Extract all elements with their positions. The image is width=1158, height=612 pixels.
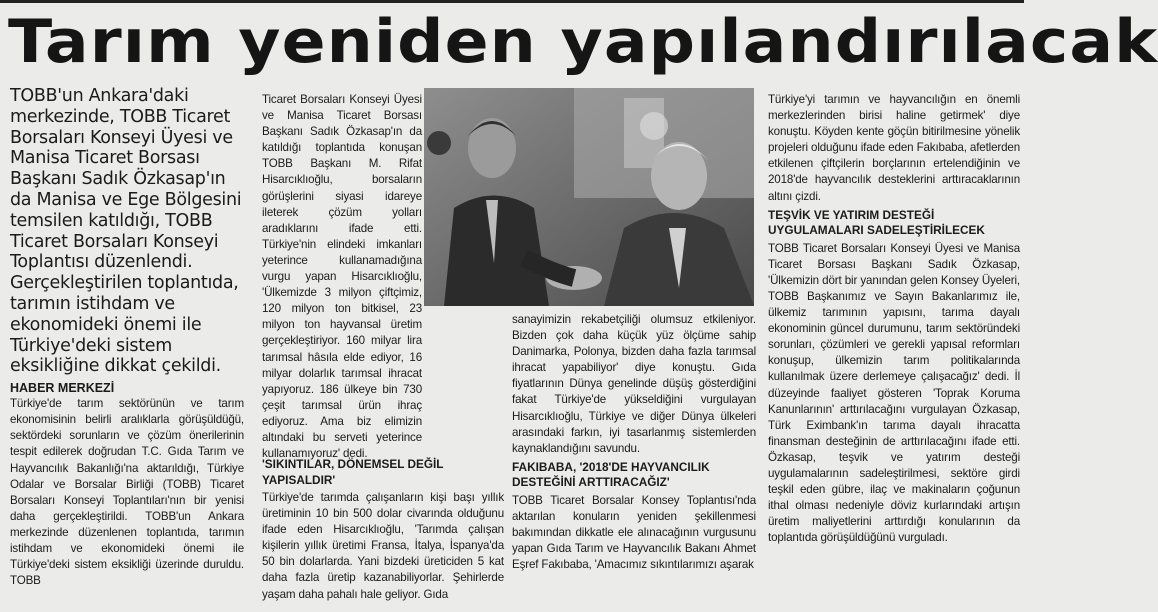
column-3-body: sanayimizin rekabetçiliği olumsuz etkileniyor. Bizden çok daha küçük yüz ölçüme sahip Danimarka, Polonya, bizden daha fazla tarımsal ihracat yapabiliyor' diye konuştu. Gıda fiyatlarının Dünya genelinde düşüş gösterdiğini fakat Türkiye'de yükseldiğini vurgulayan Hisarcıklıoğlu, Türkiye ve diğer Dünya ülkeleri arasındaki farkın, iyi tasarlanmış sistemlerden kaynaklandığını savundu. bbox=[512, 313, 756, 455]
column-1 bbox=[10, 86, 244, 612]
column-3-continued-body: TOBB Ticaret Borsalar Konsey Toplantısı'nda aktarılan konuların yeniden şekillenmesi bakımından dikkatle ele alınacağının vurgusunu yapan Gıda Tarım ve Hayvancılık Bakanı Ahmet Eşref Fakıbaba, 'Amacımız sıkıntılarımızı aşarak bbox=[512, 493, 756, 572]
column-4-body: Türkiye'yi tarımın ve hayvancılığın en önemli merkezlerinden birisi haline getirmek' diye konuştu. Köyden kente göçün bitirilmesine yönelik projeleri olduğunu ifade eden Fakıbaba, afetlerden etkilenen çiftçilerin borçlarının ertelendiğinin ve 2018'de hayvancılık desteklerini arttıracaklarının altını çizdi. bbox=[768, 93, 1020, 203]
column-2-body: Ticaret Borsaları Konseyi Üyesi ve Manisa Ticaret Borsası Başkanı Sadık Özkasap'ın da katıldığı toplantıda konuşan TOBB Başkanı M. Rifat Hisarcıklıoğlu, borsaların görüşlerini siyasi idareye ileterek çözüm yolları aradıklarını ifade etti. Türkiye'nin elindeki imkanları yeterince kullanamadığına vurgu yapan Hisarcıklıoğlu, 'Ülkemizde 3 milyon çiftçimiz, 120 milyon ton bitkisel, 23 milyon ton hayvansal üretim gerçekleştiriyor. 160 milyar lira tarımsal hâsıla elde ediyor, 16 milyar dolarlık tarımsal ihracat yapıyoruz. 186 ülkeye bin 730 çeşit tarımsal ürün ihraç ediyoruz. Ama biz elimizin altındaki bu serveti yeterince kullanamıyoruz' dedi. bbox=[262, 93, 422, 461]
handshake-photo-illustration bbox=[424, 88, 754, 306]
headline: Tarım yeniden yapılandırılacak bbox=[8, 7, 1158, 77]
byline: HABER MERKEZİ bbox=[10, 381, 115, 396]
column-1-body: Türkiye'de tarım sektörünün ve tarım ekonomisinin belirli aralıklarla görüşüldüğü, sektördeki sorunların ve çözüm önerilerinin tespit edilerek doğrudan T.C. Gıda Tarım ve Hayvancılık Bakanlığı'na aktarıldığı, Türkiye Odalar ve Borsalar Birliği (TOBB) Ticaret Borsaları Konseyi Toplantıları'nın bir yenisi daha gerçekleştirildi. TOBB'un Ankara merkezinde düzenlenen toplantıda, tarımın istihdam ve ekonomideki önemi ile Türkiye'deki sistem eksikliği üzerinde duruldu. TOBB bbox=[10, 397, 244, 588]
lead-paragraph: TOBB'un Ankara'daki merkezinde, TOBB Ticaret Borsaları Konseyi Üyesi ve Manisa Ticaret Borsası Başkanı Sadık Özkasap'ın da Manisa ve Ege Bölgesini temsilen katıldığı, TOBB Ticaret Borsaları Konseyi Toplantısı düzenlendi. Gerçekleştirilen toplantıda, tarımın istihdam ve ekonomideki önemi ile Türkiye'deki sistem eksikliğine dikkat çekildi. bbox=[10, 86, 242, 377]
subheading-structural-problems: 'SIKINTILAR, DÖNEMSEL DEĞİL YAPISALDIR' bbox=[262, 457, 444, 487]
column-4 bbox=[768, 92, 1020, 612]
column-2-continued-body: Türkiye'de tarımda çalışanların kişi başı yıllık üretiminin 10 bin 500 dolar civarında olduğunu ifade eden Hisarcıklıoğlu, 'Tarımda çalışan kişilerin yıllık üretimi Fransa, İtalya, İspanya'da 50 bin dolarlarda. Yani bizdeki üreticiden 5 kat daha fazla üretip kazanabiliyorlar. Şehirlerde yaşam daha pahalı hale geliyor. Gıda bbox=[262, 491, 504, 601]
column-2-continued bbox=[262, 454, 504, 612]
column-3 bbox=[512, 312, 756, 612]
subheading-livestock-support: FAKIBABA, '2018'DE HAYVANCILIK DESTEĞİNİ ARTTIRACAĞIZ' bbox=[512, 459, 710, 490]
subheading-incentive-simplification: TEŞVİK VE YATIRIM DESTEĞİ UYGULAMALARI SADELEŞTİRİLECEK bbox=[768, 207, 985, 238]
top-rule bbox=[0, 0, 1024, 3]
article-photo bbox=[424, 88, 754, 306]
column-4-continued-body: TOBB Ticaret Borsaları Konseyi Üyesi ve Manisa Ticaret Borsası Başkanı Sadık Özkasap, 'Ülkemizin dört bir yanından gelen Konsey Üyeleri, TOBB Başkanımız ve Sayın Bakanlarımız ile, ülkemiz tarımının yapısını, tarıma dayalı ekonominin güncel durumunu, tarım sektöründeki sorunları, çözümleri ve gerekli yapısal reformları konuşup, ülkemizin tarım politikalarında kullanılmak üzere derlemeye çalışacağız' dedi. İl düzeyinde faaliyet gösteren 'Toprak Koruma Kanunlarının' arttırılacağını vurgulayan Özkasap, Türk Eximbank'ın tarıma dayalı ihracatta finansman desteğinin de arttırılacağını ifade etti. Özkasap, teşvik ve yatırım desteği uygulamalarının sadeleştirilmesi, sektöre girdi teşkil eden gübre, ilaç ve makinaların çoğunun ithal olması nedeniyle döviz kurlarındaki artışın üretim maliyetlerini arttırdığı konularının da toplantıda görüşüldüğünü vurguladı. bbox=[768, 241, 1020, 545]
column-2 bbox=[262, 92, 422, 461]
